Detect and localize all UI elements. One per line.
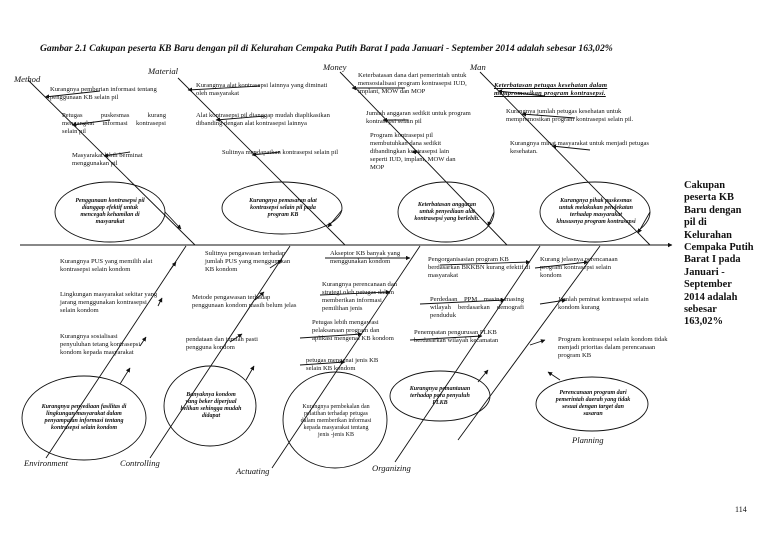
cause-actuating-2: Kurangnya perencanaan dan strategi oleh petugas dalam memberikan informasi pemilihan jenis	[322, 281, 398, 312]
summary-man: Kurangnya pihak puskesmas untuk melakukan pendekatan terhadap masyarakat khususnya program kontrasepsi	[556, 198, 636, 225]
connector-method	[165, 212, 181, 229]
summary-planning: Perencanaan program dari pemerintah daerah yang tidak sesuai dengan target dan sasaran	[555, 390, 631, 417]
connector-material	[328, 210, 342, 227]
summary-method: Penggunaan kontrasepsi pil dianggap efektif untuk mencegah kehamilan di masyarakat	[75, 198, 145, 225]
cause-planning-1: Kurang jelasnya perencanaan program kontrasepsi selain kondom	[540, 256, 618, 279]
cause-controlling-2: Metode pengawasan terhadap penggunaan kondom masih belum jelas	[192, 294, 297, 309]
figure-title: Gambar 2.1 Cakupan peserta KB Baru dengan pil di Kelurahan Cempaka Putih Barat I pada Januari - September 2014 adalah sebesar 163,02%	[40, 43, 613, 54]
category-organizing: Organizing	[372, 463, 411, 473]
cause-controlling-1: Sulitnya pengawasan terhadap jumlah PUS yang menggunakan KB kondom	[205, 250, 291, 273]
connector-man	[638, 212, 650, 233]
category-method: Method	[14, 74, 41, 84]
connector-planning	[548, 372, 560, 380]
cause-money-3: Program kontrasepsi pil membutuhkan dana sedikit dibandingkan kontrasepsi lain seperti IUD, implant, MOW dan MOP	[370, 132, 456, 171]
arrow-planning-3	[530, 340, 545, 345]
summary-environment: Kurangnya penyediaan fasilitas di lingkungan masyarakat dalam penyampaian informasi tentang kontrasepsi selain kondom	[41, 404, 127, 431]
cause-material-2: Alat kontrasepsi pil dianggap mudah diaplikasikan dibanding dengan alat kontrasepsi lainnya	[196, 112, 330, 127]
cause-money-2: Jumlah anggaran sedikit untuk program kontrasepsi selain pil	[366, 110, 471, 125]
category-actuating: Actuating	[236, 466, 270, 476]
cause-environment-1: Kurangnya PUS yang memilih alat kontrasepsi selain kondom	[60, 258, 153, 273]
category-material: Material	[148, 66, 179, 76]
cause-method-2: Petugas puskesmas kurang mengangkat informasi kontrasepsi selain pil	[62, 112, 166, 135]
cause-planning-2: Jumlah peminat kontrasepsi selain kondom kurang	[558, 296, 649, 311]
category-controlling: Controlling	[120, 458, 160, 468]
cause-organizing-1: Pengorganisasian program KB berdasarkan BKKBN kurang efektif di masyarakat	[428, 256, 531, 279]
cause-man-1: Keterbatasan petugas kesehatan dalam mempromosikan program kontrasepsi.	[494, 82, 608, 97]
cause-controlling-3: pendataan dan jumlah pasti pengguna kondom	[186, 336, 258, 351]
cause-material-3: Sulitnya mendapatkan kontrasepsi selain pil	[222, 149, 339, 156]
effect-head: Cakupan peserta KB Baru dengan pil di Kelurahan Cempaka Putih Barat I pada Januari - September 2014 adalah sebesar 163,02%	[684, 180, 754, 328]
cause-actuating-4: petugas mengenai jenis KB selain KB kondom	[306, 357, 379, 372]
cause-actuating-1: Akseptor KB banyak yang menggunakan kondom	[330, 250, 401, 265]
cause-organizing-3: Penempatan pengurusan PLKB berdasarkan wilayah kecamatan	[414, 329, 499, 344]
summary-actuating: Kurangnya pembekalan dan pelatihan terhadap petugas dalam memberikan informasi kepada masyarakat tentang jenis -jenis KB	[300, 403, 372, 438]
cause-method-1: Kurangnya pemberian informasi tentang penggunaan KB selain pil	[50, 86, 157, 101]
summary-organizing: Kurangnya pemantauan terhadap para penyuluh PLKB	[409, 385, 471, 406]
cause-man-3: Kurangnya minat masyarakat untuk menjadi petugas kesehatan.	[510, 140, 649, 155]
category-man: Man	[470, 62, 486, 72]
cause-actuating-3: Petugas lebih mengawasi pelaksanaan program dan aplikasi mengenai KB kondom	[312, 319, 394, 342]
connector-environment	[120, 368, 130, 384]
category-money: Money	[323, 62, 347, 72]
category-planning: Planning	[572, 435, 604, 445]
cause-planning-3: Program kontrasepsi selain kondom tidak menjadi prioritas dalam perencanaan program KB	[558, 336, 668, 359]
cause-environment-2: Lingkungan masyarakat sekitar yang jarang menggunakan kontrasepsi selain kondom	[60, 291, 158, 314]
cause-method-3: Masyarakat lebih berminat menggunakan pil	[72, 152, 143, 167]
cause-man-2: Kurangnya jumlah petugas kesehatan untuk mempromosikan program kontrasepsi selain pil.	[506, 108, 634, 123]
connector-controlling	[246, 366, 254, 380]
page-number: 114	[735, 505, 747, 514]
cause-environment-3: Kurangnya sosialisasi penyuluhan tetang kontrasepsi kondom kepada masyarakat	[60, 333, 141, 356]
cause-organizing-2: Perdedaan PPM masing-masing wilayah berdasarkan demografi penduduk	[430, 296, 524, 319]
summary-material: Kurangnya pemasaran alat kontrasepsi selain pil pada program KB	[249, 197, 317, 218]
cause-money-1: Keterbatasan dana dari pemerintah untuk mensosialisasi program kontrasepsi IUD, implant, MOW dan MOP	[358, 72, 467, 95]
category-environment: Environment	[24, 458, 69, 468]
summary-controlling: Banyaknya kondom yang beker diperjual belikan sehingga mudah didapat	[180, 392, 242, 419]
summary-money: Keterbatasan anggaran untuk penyediaan alat kontrasepsi yang berlebih.	[414, 201, 480, 222]
connector-organizing	[478, 370, 488, 382]
arrow-environment-1	[170, 262, 176, 270]
cause-material-1: Kurangnya alat kontrasepsi lainnya yang diminati oleh masyarakat	[196, 82, 328, 97]
